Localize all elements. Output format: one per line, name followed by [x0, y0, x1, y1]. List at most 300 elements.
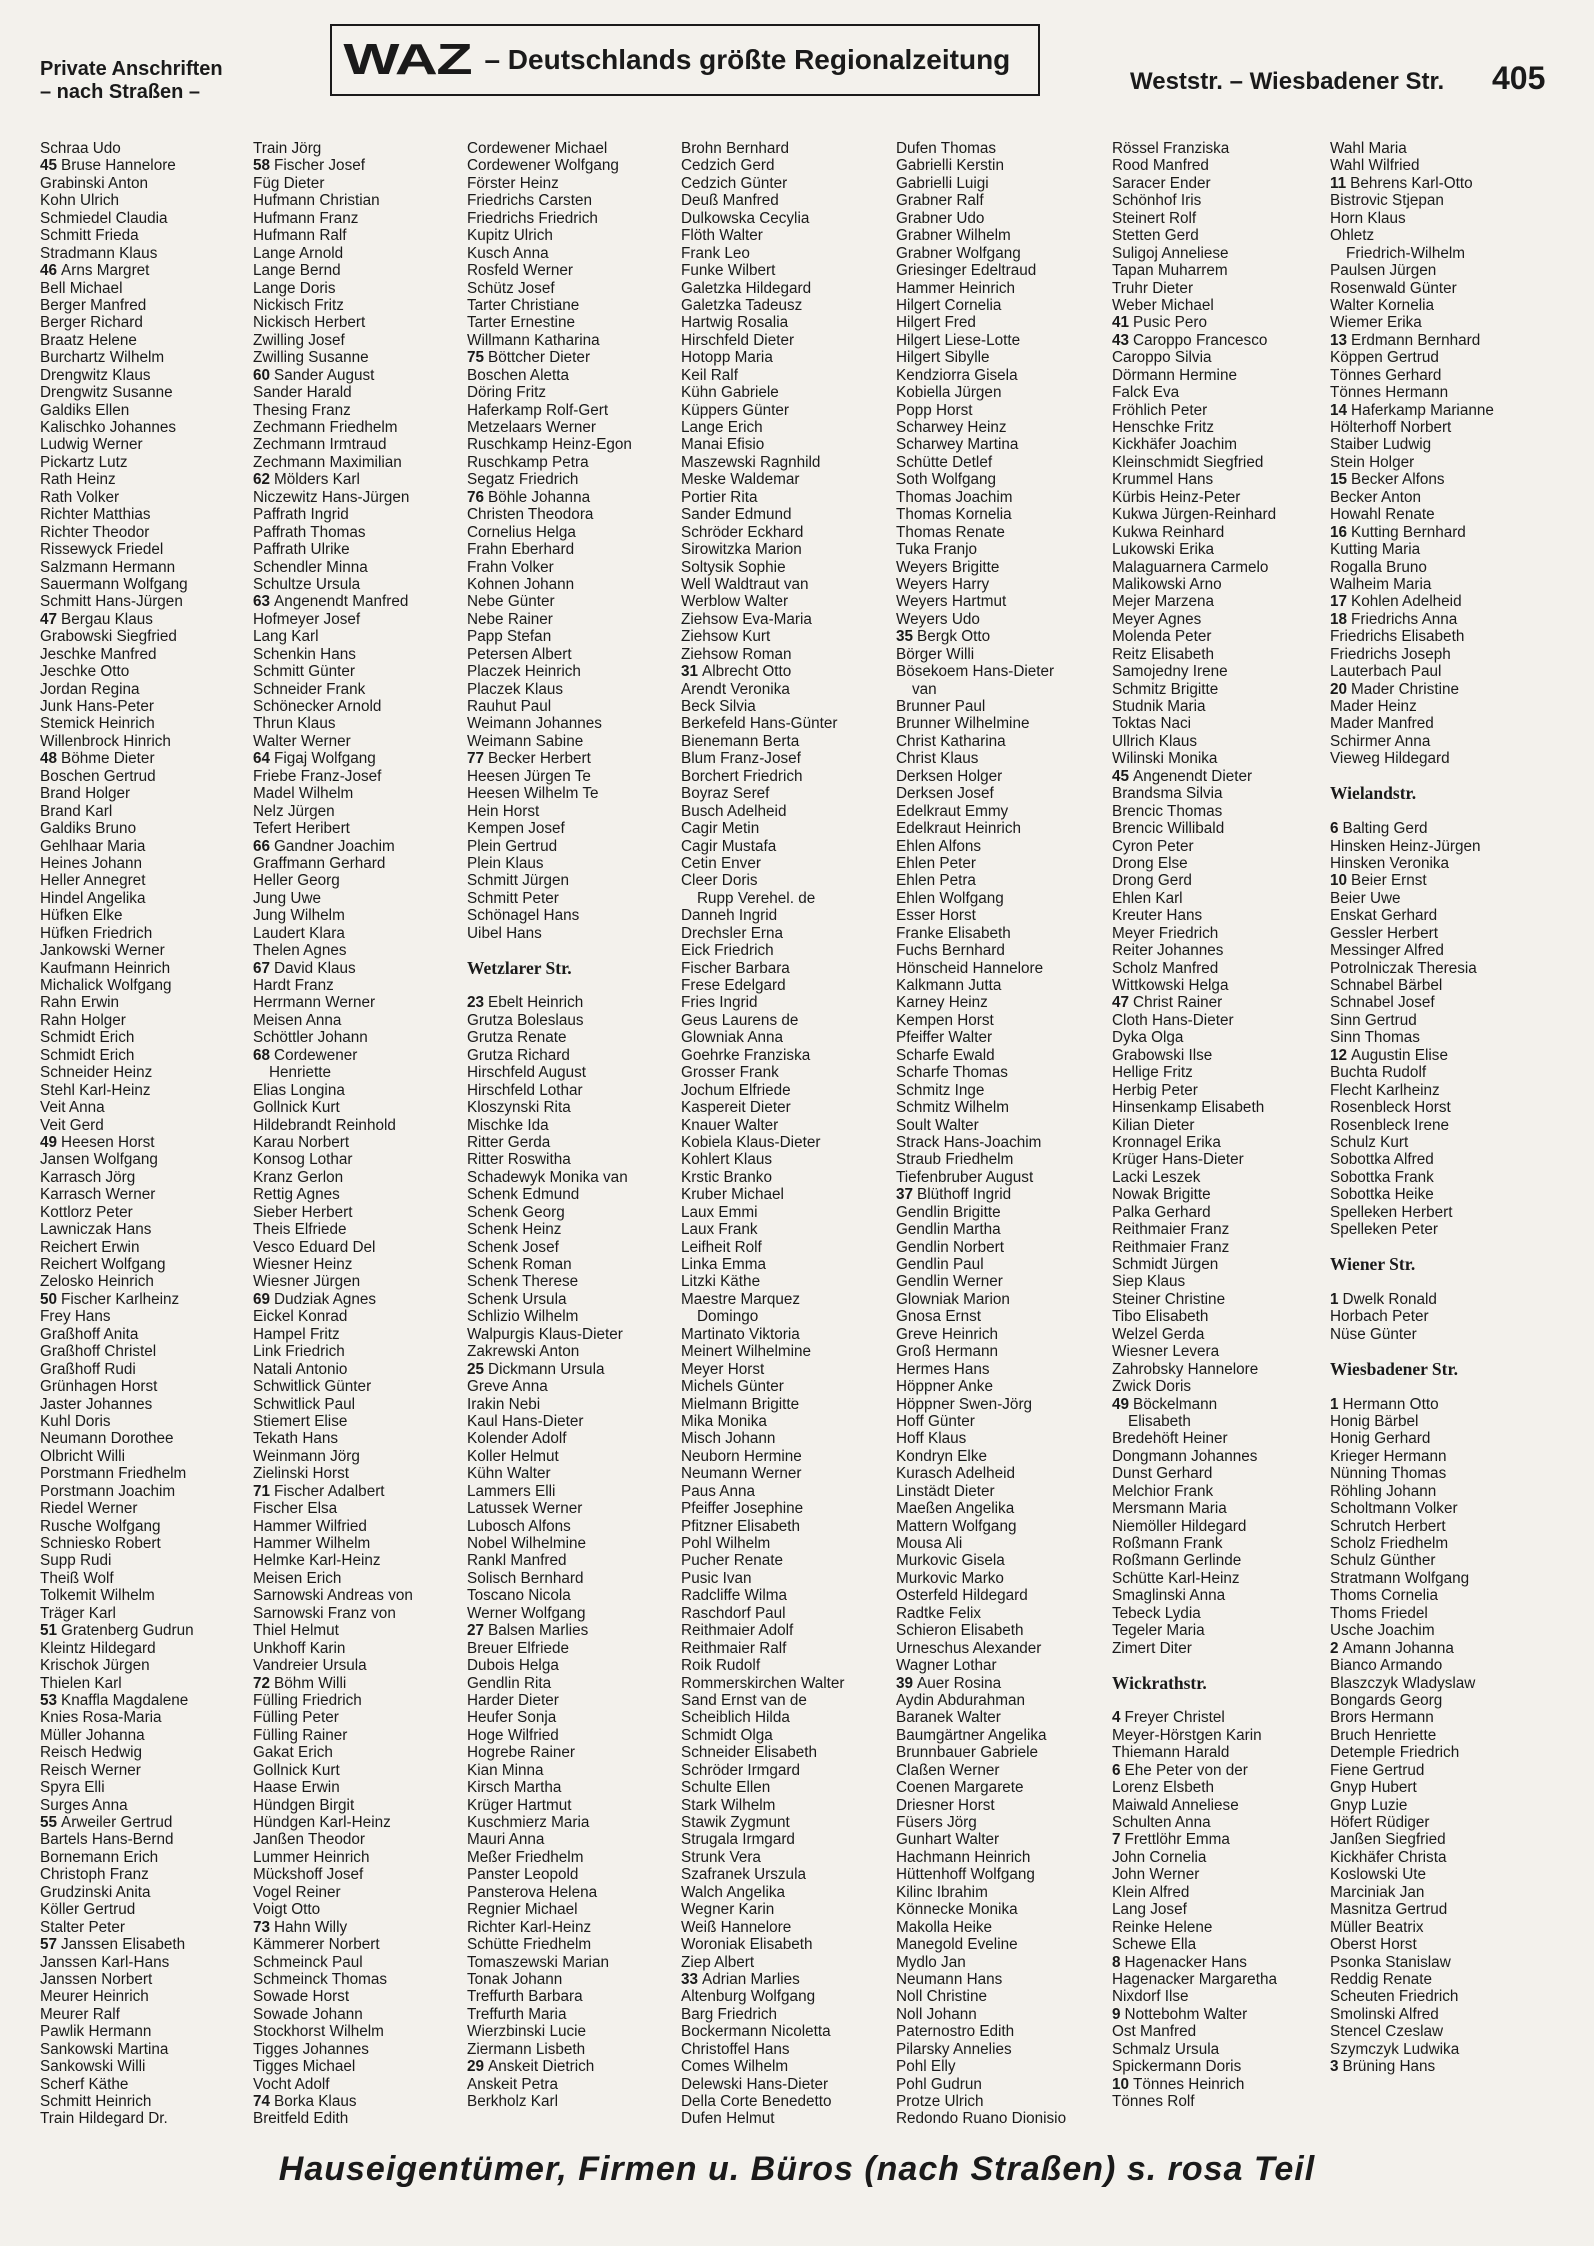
- resident-name: Kaufmann Heinrich: [40, 959, 171, 977]
- resident-name: Neumann Werner: [681, 1465, 802, 1483]
- resident-name: Irakin Nebi: [467, 1395, 541, 1413]
- resident-name: Lange Bernd: [253, 262, 341, 280]
- resident-entry: [253, 1064, 465, 1081]
- resident-name: Beck Silvia: [681, 698, 756, 715]
- resident-entry: [1330, 1151, 1542, 1168]
- resident-name: Schütte Karl-Heinz: [1112, 1569, 1240, 1587]
- house-number: 76: [467, 488, 485, 506]
- resident-entry: [467, 297, 679, 314]
- resident-entry: [896, 245, 1108, 262]
- resident-name: Kilinc Ibrahim: [896, 1883, 988, 1901]
- resident-entry: [253, 384, 465, 401]
- resident-name: Ehlen Peter: [896, 854, 976, 872]
- house-number: 33: [681, 1970, 699, 1988]
- resident-name: Hoge Wilfried: [467, 1726, 559, 1744]
- resident-name: Laux Frank: [681, 1221, 758, 1239]
- resident-name: Sinn Gertrud: [1330, 1011, 1417, 1029]
- resident-entry: [681, 2006, 893, 2023]
- resident-entry: [253, 611, 465, 628]
- resident-name: Coenen Margarete: [896, 1779, 1024, 1797]
- resident-entry: [1330, 942, 1542, 959]
- resident-entry: [467, 1797, 679, 1814]
- resident-name: Grutza Richard: [467, 1046, 570, 1064]
- resident-name: David Klaus: [274, 959, 356, 977]
- resident-name: Gendlin Werner: [896, 1273, 1003, 1291]
- resident-entry: [1112, 1919, 1324, 1936]
- resident-name: Treffurth Maria: [467, 2005, 567, 2023]
- resident-name: Böhme Dieter: [61, 750, 155, 768]
- resident-name: Kuhl Doris: [40, 1412, 111, 1430]
- resident-name: Friedrich-Wilhelm: [1346, 244, 1465, 262]
- resident-name: Sankowski Willi: [40, 2058, 146, 2076]
- resident-name: Spelleken Herbert: [1330, 1203, 1453, 1221]
- resident-name: Schenkin Hans: [253, 645, 356, 663]
- resident-name: Hogrebe Rainer: [467, 1744, 575, 1762]
- resident-name: Howahl Renate: [1330, 506, 1435, 524]
- resident-entry: [896, 1343, 1108, 1360]
- house-number: 45: [1112, 767, 1130, 785]
- resident-name: Hellige Fritz: [1112, 1064, 1193, 1082]
- resident-name: Woroniak Elisabeth: [681, 1936, 813, 1954]
- resident-entry: [253, 1901, 465, 1918]
- resident-name: Gnyp Hubert: [1330, 1779, 1417, 1797]
- resident-name: Schmitt Hans-Jürgen: [40, 593, 183, 611]
- resident-name: Flecht Karlheinz: [1330, 1081, 1440, 1099]
- resident-entry: [253, 1483, 465, 1500]
- resident-entry: [681, 454, 893, 471]
- resident-name: Pansterova Helena: [467, 1883, 598, 1901]
- resident-name: Lang Josef: [1112, 1901, 1187, 1919]
- resident-entry: [681, 175, 893, 192]
- resident-name: Borchert Friedrich: [681, 767, 803, 785]
- resident-entry: [1330, 1047, 1542, 1064]
- resident-entry: [253, 1099, 465, 1116]
- resident-name: Grosser Frank: [681, 1064, 779, 1082]
- resident-entry: [1112, 1744, 1324, 1761]
- resident-name: Laudert Klara: [253, 924, 345, 942]
- resident-entry: [681, 1936, 893, 1953]
- resident-entry: [896, 646, 1108, 663]
- resident-name: Kutting Maria: [1330, 541, 1421, 559]
- resident-entry: [1112, 1814, 1324, 1831]
- resident-entry: [1330, 960, 1542, 977]
- resident-name: Böhm Willi: [274, 1674, 347, 1692]
- resident-entry: [467, 2006, 679, 2023]
- resident-entry: [1112, 157, 1324, 174]
- resident-name: Hirschfeld Dieter: [681, 331, 795, 349]
- resident-name: Sander August: [274, 366, 375, 384]
- resident-entry: [1112, 2006, 1324, 2023]
- resident-name: Reisch Werner: [40, 1761, 141, 1779]
- resident-name: Schmidt Jürgen: [1112, 1256, 1219, 1273]
- resident-name: Gabrielli Luigi: [896, 174, 989, 192]
- resident-name: Tönnes Hermann: [1330, 384, 1449, 402]
- resident-entry: [253, 872, 465, 889]
- resident-name: Balsen Marlies: [488, 1622, 589, 1640]
- resident-entry: [681, 297, 893, 314]
- resident-name: Tibo Elisabeth: [1112, 1308, 1209, 1326]
- house-number: 50: [40, 1290, 58, 1308]
- resident-entry: [1330, 559, 1542, 576]
- resident-name: Bongards Georg: [1330, 1691, 1443, 1709]
- resident-name: Derksen Josef: [896, 785, 994, 803]
- resident-entry: [1330, 1797, 1542, 1814]
- resident-name: Hinsenkamp Elisabeth: [1112, 1099, 1265, 1117]
- house-number: 66: [253, 837, 271, 855]
- resident-name: Mersmann Maria: [1112, 1500, 1227, 1518]
- house-number: 55: [40, 1814, 58, 1831]
- house-number: 20: [1330, 680, 1348, 698]
- resident-entry: [1112, 1413, 1324, 1430]
- resident-entry: [253, 768, 465, 785]
- resident-name: Boyraz Seref: [681, 785, 770, 803]
- resident-entry: [896, 1954, 1108, 1971]
- resident-name: Danneh Ingrid: [681, 907, 778, 925]
- resident-entry: [896, 2110, 1108, 2127]
- resident-entry: [253, 297, 465, 314]
- resident-entry: [681, 1884, 893, 1901]
- resident-entry: [1330, 1535, 1542, 1552]
- resident-name: Schröder Eckhard: [681, 523, 804, 541]
- resident-entry: [1330, 838, 1542, 855]
- resident-name: Makolla Heike: [896, 1918, 993, 1936]
- resident-name: Hildebrandt Reinhold: [253, 1116, 396, 1134]
- resident-name: Stalter Peter: [40, 1918, 126, 1936]
- resident-entry: [467, 768, 679, 785]
- resident-name: Thomas Kornelia: [896, 506, 1012, 524]
- resident-entry: [681, 1919, 893, 1936]
- resident-name: Friedrichs Joseph: [1330, 645, 1451, 663]
- house-number: 6: [1330, 820, 1339, 838]
- resident-name: Galdiks Bruno: [40, 820, 137, 838]
- resident-entry: [40, 2110, 252, 2127]
- resident-entry: [1330, 454, 1542, 471]
- resident-entry: [1112, 384, 1324, 401]
- resident-name: Maestre Marquez: [681, 1290, 801, 1308]
- resident-entry: [1112, 227, 1324, 244]
- resident-entry: [681, 1448, 893, 1465]
- resident-entry: [681, 436, 893, 453]
- resident-name: Frese Edelgard: [681, 977, 786, 994]
- house-number: 43: [1112, 331, 1130, 349]
- resident-name: Röhling Johann: [1330, 1482, 1437, 1500]
- resident-name: Brandsma Silvia: [1112, 785, 1223, 803]
- resident-name: Maszewski Ragnhild: [681, 453, 821, 471]
- resident-name: Domingo: [697, 1308, 759, 1326]
- resident-name: Zwilling Susanne: [253, 349, 369, 367]
- resident-entry: [253, 1186, 465, 1203]
- resident-name: Krummel Hans: [1112, 471, 1214, 489]
- resident-entry: [681, 349, 893, 366]
- resident-entry: [40, 960, 252, 977]
- resident-entry: [1330, 1465, 1542, 1482]
- resident-name: Brunner Paul: [896, 698, 986, 715]
- resident-entry: [467, 1256, 679, 1273]
- resident-name: Kukwa Jürgen-Reinhard: [1112, 506, 1277, 524]
- resident-name: Suligoj Anneliese: [1112, 244, 1229, 262]
- resident-entry: [896, 1396, 1108, 1413]
- resident-entry: [896, 2006, 1108, 2023]
- resident-entry: [896, 1814, 1108, 1831]
- resident-entry: [1112, 245, 1324, 262]
- resident-name: Arendt Veronika: [681, 680, 790, 698]
- resident-name: Ebelt Heinrich: [488, 994, 584, 1012]
- house-number: 1: [1330, 1290, 1339, 1308]
- resident-name: Horn Klaus: [1330, 209, 1406, 227]
- house-number: 27: [467, 1622, 485, 1640]
- resident-entry: [40, 1117, 252, 1134]
- resident-entry: [40, 628, 252, 645]
- resident-entry: [253, 1622, 465, 1639]
- resident-name: Heesen Horst: [61, 1133, 155, 1151]
- resident-entry: [40, 663, 252, 680]
- house-number: 6: [1112, 1761, 1121, 1779]
- resident-entry: [681, 1657, 893, 1674]
- resident-name: Rosenbleck Irene: [1330, 1116, 1450, 1134]
- resident-entry: [467, 332, 679, 349]
- resident-entry: [467, 1936, 679, 1953]
- resident-entry: [896, 733, 1108, 750]
- resident-entry: [467, 663, 679, 680]
- resident-entry: [467, 175, 679, 192]
- resident-name: Mielmann Brigitte: [681, 1395, 800, 1413]
- house-number: 57: [40, 1936, 58, 1954]
- resident-name: Aydin Abdurahman: [896, 1691, 1025, 1709]
- resident-entry: [467, 2093, 679, 2110]
- resident-name: Train Jörg: [253, 140, 322, 157]
- resident-name: Meyer Horst: [681, 1360, 765, 1378]
- resident-entry: [253, 1413, 465, 1430]
- resident-name: Gabrielli Kerstin: [896, 157, 1004, 175]
- resident-name: Placzek Klaus: [467, 680, 564, 698]
- resident-name: Malikowski Arno: [1112, 575, 1222, 593]
- resident-entry: [1330, 332, 1542, 349]
- resident-entry: [253, 1361, 465, 1378]
- resident-entry: [681, 140, 893, 157]
- resident-name: Klein Alfred: [1112, 1883, 1190, 1901]
- resident-entry: [681, 1361, 893, 1378]
- resident-name: Gessler Herbert: [1330, 924, 1438, 942]
- resident-name: Schenk Roman: [467, 1256, 572, 1273]
- resident-entry: [896, 768, 1108, 785]
- resident-entry: [1330, 750, 1542, 767]
- resident-name: Friedrichs Elisabeth: [1330, 628, 1465, 646]
- resident-entry: [1330, 1587, 1542, 1604]
- resident-entry: [1112, 1570, 1324, 1587]
- house-number: 67: [253, 959, 271, 977]
- resident-entry: [681, 1552, 893, 1569]
- resident-name: Buchta Rudolf: [1330, 1064, 1427, 1082]
- resident-entry: [467, 646, 679, 663]
- resident-entry: [40, 140, 252, 157]
- resident-name: Fiene Gertrud: [1330, 1761, 1425, 1779]
- house-number: 12: [1330, 1046, 1348, 1064]
- resident-name: Strack Hans-Joachim: [896, 1133, 1042, 1151]
- resident-name: Pohl Gudrun: [896, 2075, 982, 2093]
- resident-name: Heller Annegret: [40, 872, 146, 890]
- resident-name: Walpurgis Klaus-Dieter: [467, 1325, 623, 1343]
- resident-name: Sauermann Wolfgang: [40, 575, 188, 593]
- resident-entry: [467, 872, 679, 889]
- resident-name: Scharwey Heinz: [896, 419, 1007, 436]
- resident-name: Beier Ernst: [1351, 872, 1427, 890]
- resident-entry: [896, 1901, 1108, 1918]
- resident-name: Kohlen Adelheid: [1351, 593, 1462, 611]
- resident-name: Drong Else: [1112, 854, 1188, 872]
- resident-name: Rahn Erwin: [40, 994, 120, 1012]
- resident-entry: [681, 262, 893, 279]
- resident-name: Baumgärtner Angelika: [896, 1726, 1047, 1744]
- resident-entry: [40, 1884, 252, 1901]
- resident-name: Schenk Ursula: [467, 1290, 567, 1308]
- resident-entry: [40, 367, 252, 384]
- resident-entry: [1112, 1082, 1324, 1099]
- resident-name: Ziep Albert: [681, 1953, 755, 1971]
- resident-entry: [681, 1622, 893, 1639]
- resident-name: Olbricht Willi: [40, 1447, 125, 1465]
- resident-name: Scheiblich Hilda: [681, 1709, 790, 1727]
- resident-entry: [253, 1744, 465, 1761]
- resident-name: Schmitt Frieda: [40, 227, 139, 245]
- house-number: 18: [1330, 610, 1348, 628]
- resident-name: Plein Klaus: [467, 854, 544, 872]
- resident-entry: [40, 1709, 252, 1726]
- resident-name: Nünning Thomas: [1330, 1465, 1447, 1483]
- spacer: [467, 942, 679, 959]
- resident-name: Mousa Ali: [896, 1535, 963, 1552]
- resident-name: Tiefenbruber August: [896, 1168, 1034, 1186]
- resident-name: Hüfken Elke: [40, 907, 123, 925]
- resident-entry: [896, 1378, 1108, 1395]
- resident-name: Hardt Franz: [253, 977, 334, 994]
- resident-name: Well Waldtraut van: [681, 575, 809, 593]
- resident-name: Krüger Hans-Dieter: [1112, 1151, 1244, 1169]
- resident-name: Riedel Werner: [40, 1500, 138, 1518]
- resident-name: Metzelaars Werner: [467, 419, 596, 436]
- resident-name: Angenendt Dieter: [1133, 767, 1253, 785]
- resident-name: Franke Elisabeth: [896, 924, 1011, 942]
- resident-name: Gendlin Martha: [896, 1221, 1001, 1239]
- resident-name: Krieger Hermann: [1330, 1447, 1447, 1465]
- resident-entry: [681, 1814, 893, 1831]
- resident-name: Borka Klaus: [274, 2093, 357, 2110]
- resident-entry: [1112, 175, 1324, 192]
- resident-name: Wierzbinski Lucie: [467, 2023, 587, 2041]
- resident-entry: [896, 1866, 1108, 1883]
- resident-entry: [681, 576, 893, 593]
- house-number: 47: [1112, 994, 1130, 1012]
- resident-entry: [40, 1012, 252, 1029]
- resident-entry: [1330, 1413, 1542, 1430]
- resident-entry: [253, 1082, 465, 1099]
- resident-entry: [253, 1273, 465, 1290]
- resident-name: Böckelmann: [1133, 1395, 1218, 1413]
- resident-entry: [1330, 1919, 1542, 1936]
- resident-name: Melchior Frank: [1112, 1482, 1214, 1500]
- resident-name: Herbig Peter: [1112, 1081, 1198, 1099]
- resident-entry: [681, 559, 893, 576]
- resident-entry: [40, 419, 252, 436]
- resident-name: Palka Gerhard: [1112, 1203, 1211, 1221]
- resident-entry: [467, 593, 679, 610]
- resident-entry: [253, 2058, 465, 2075]
- resident-name: Sarnowski Andreas von: [253, 1587, 413, 1605]
- resident-name: Vieweg Hildegard: [1330, 750, 1450, 768]
- resident-name: Kürbis Heinz-Peter: [1112, 488, 1241, 506]
- resident-name: Tigges Michael: [253, 2058, 356, 2076]
- resident-name: Pfeiffer Josephine: [681, 1500, 804, 1518]
- resident-entry: [467, 1047, 679, 1064]
- resident-name: Schmitz Wilhelm: [896, 1099, 1010, 1117]
- resident-name: Lawniczak Hans: [40, 1221, 152, 1239]
- resident-entry: [1330, 1954, 1542, 1971]
- resident-name: Drengwitz Susanne: [40, 384, 173, 402]
- resident-entry: [681, 1587, 893, 1604]
- resident-entry: [681, 1640, 893, 1657]
- resident-name: Höfert Rüdiger: [1330, 1814, 1430, 1831]
- resident-entry: [1112, 1709, 1324, 1726]
- resident-entry: [40, 1291, 252, 1308]
- resident-entry: [896, 349, 1108, 366]
- resident-entry: [40, 227, 252, 244]
- resident-entry: [896, 1169, 1108, 1186]
- resident-name: Figaj Wolfgang: [274, 750, 376, 768]
- resident-name: Redondo Ruano Dionisio: [896, 2110, 1067, 2128]
- resident-entry: [681, 192, 893, 209]
- resident-entry: [40, 1047, 252, 1064]
- resident-entry: [1112, 994, 1324, 1011]
- resident-entry: [1330, 1605, 1542, 1622]
- resident-name: Solisch Bernhard: [467, 1569, 584, 1587]
- resident-entry: [253, 803, 465, 820]
- resident-entry: [1112, 1849, 1324, 1866]
- resident-entry: [253, 210, 465, 227]
- resident-entry: [253, 1954, 465, 1971]
- resident-entry: [1112, 646, 1324, 663]
- resident-entry: [896, 524, 1108, 541]
- resident-entry: [40, 925, 252, 942]
- resident-entry: [1112, 1308, 1324, 1325]
- resident-entry: [896, 140, 1108, 157]
- resident-name: Falck Eva: [1112, 384, 1180, 402]
- resident-entry: [40, 2041, 252, 2058]
- resident-name: Meyer Agnes: [1112, 610, 1202, 628]
- resident-entry: [467, 402, 679, 419]
- listing-column-4: [681, 140, 893, 2128]
- house-number: 10: [1112, 2075, 1130, 2093]
- resident-name: Helmke Karl-Heinz: [253, 1552, 381, 1570]
- resident-entry: [896, 210, 1108, 227]
- resident-name: Sinn Thomas: [1330, 1029, 1420, 1047]
- resident-entry: [1330, 925, 1542, 942]
- resident-name: Jankowski Werner: [40, 942, 165, 960]
- resident-name: Meyer-Hörstgen Karin: [1112, 1726, 1262, 1744]
- resident-name: Janßen Siegfried: [1330, 1831, 1446, 1849]
- resident-entry: [467, 698, 679, 715]
- resident-name: Detemple Friedrich: [1330, 1744, 1460, 1762]
- resident-name: Thiel Helmut: [253, 1622, 339, 1640]
- house-number: 48: [40, 750, 58, 768]
- resident-entry: [467, 2023, 679, 2040]
- resident-entry: [896, 1186, 1108, 1203]
- resident-name: Welzel Gerda: [1112, 1325, 1205, 1343]
- resident-entry: [1330, 1727, 1542, 1744]
- resident-name: Schütte Detlef: [896, 453, 993, 471]
- resident-entry: [1112, 2023, 1324, 2040]
- resident-entry: [896, 1204, 1108, 1221]
- resident-entry: [467, 1291, 679, 1308]
- resident-name: Konsog Lothar: [253, 1151, 353, 1169]
